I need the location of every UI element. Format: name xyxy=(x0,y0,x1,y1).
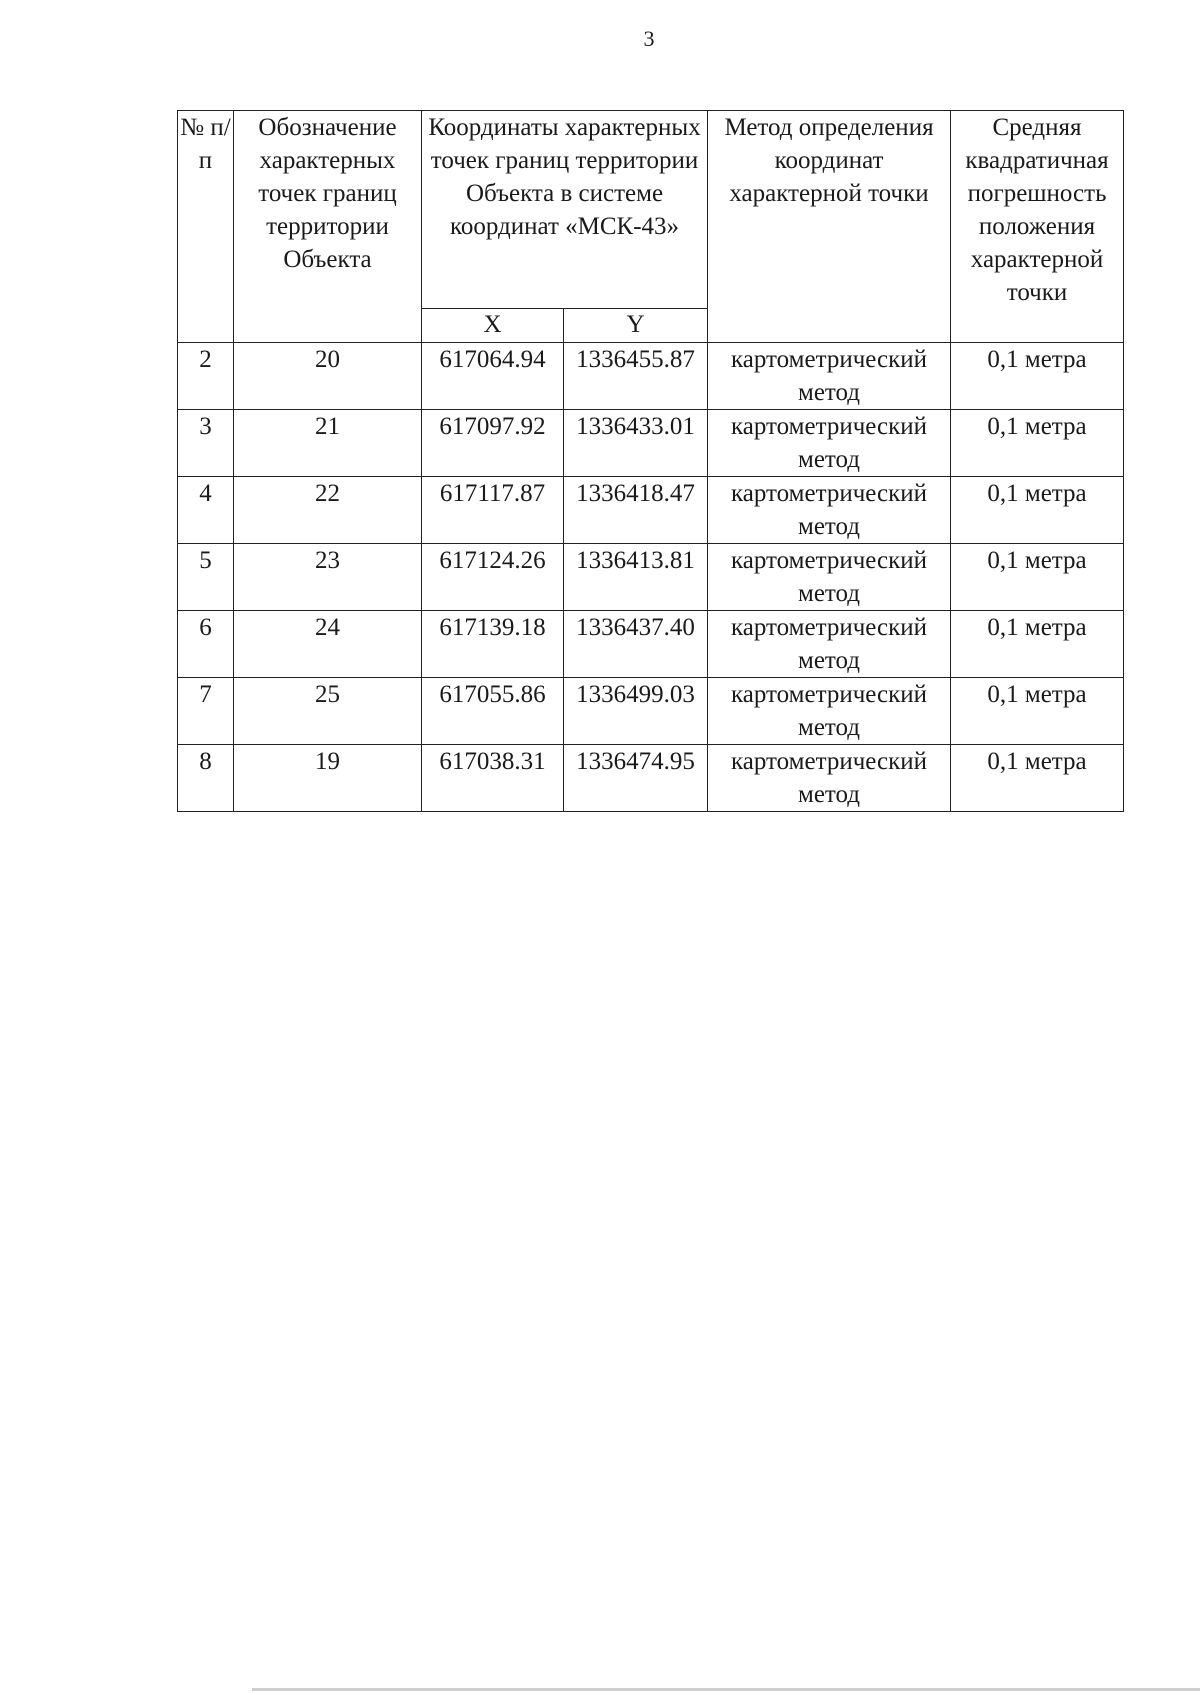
row-error: 0,1 метра xyxy=(951,745,1124,812)
row-y: 1336474.95 xyxy=(564,745,708,812)
row-error: 0,1 метра xyxy=(951,611,1124,678)
row-x: 617097.92 xyxy=(422,410,564,477)
row-error: 0,1 метра xyxy=(951,343,1124,410)
row-x: 617055.86 xyxy=(422,678,564,745)
table-row xyxy=(178,745,1124,812)
row-point: 24 xyxy=(234,611,422,678)
header-error: Средняя квадратичная погрешность положения характерной точки xyxy=(951,111,1124,343)
page-number: 3 xyxy=(643,26,655,51)
scan-edge-line xyxy=(252,1688,1200,1691)
table-row xyxy=(178,477,1124,544)
row-y: 1336433.01 xyxy=(564,410,708,477)
row-num: 3 xyxy=(178,410,234,477)
row-method: картометрический метод xyxy=(708,477,951,544)
row-x: 617139.18 xyxy=(422,611,564,678)
table-row xyxy=(178,410,1124,477)
coordinates-table xyxy=(177,110,1124,812)
row-point: 21 xyxy=(234,410,422,477)
row-x: 617064.94 xyxy=(422,343,564,410)
row-y: 1336413.81 xyxy=(564,544,708,611)
table-row xyxy=(178,343,1124,410)
row-y: 1336437.40 xyxy=(564,611,708,678)
table-row xyxy=(178,544,1124,611)
table-row xyxy=(178,611,1124,678)
row-num: 4 xyxy=(178,477,234,544)
row-y: 1336455.87 xyxy=(564,343,708,410)
row-point: 19 xyxy=(234,745,422,812)
row-point: 20 xyxy=(234,343,422,410)
header-num: № п/п xyxy=(178,111,234,343)
row-point: 25 xyxy=(234,678,422,745)
row-x: 617117.87 xyxy=(422,477,564,544)
header-coords: Координаты характерных точек границ территории Объекта в системе координат «МСК-43» xyxy=(422,111,708,309)
row-num: 2 xyxy=(178,343,234,410)
row-error: 0,1 метра xyxy=(951,410,1124,477)
header-y: Y xyxy=(564,309,708,343)
header-x: X xyxy=(422,309,564,343)
row-num: 6 xyxy=(178,611,234,678)
header-designation: Обозначение характерных точек границ территории Объекта xyxy=(234,111,422,343)
row-method: картометрический метод xyxy=(708,611,951,678)
table-body xyxy=(178,343,1124,812)
row-method: картометрический метод xyxy=(708,678,951,745)
row-method: картометрический метод xyxy=(708,410,951,477)
row-method: картометрический метод xyxy=(708,544,951,611)
row-y: 1336499.03 xyxy=(564,678,708,745)
row-num: 8 xyxy=(178,745,234,812)
row-method: картометрический метод xyxy=(708,343,951,410)
table-header-row xyxy=(178,111,1124,309)
row-x: 617124.26 xyxy=(422,544,564,611)
row-point: 22 xyxy=(234,477,422,544)
row-y: 1336418.47 xyxy=(564,477,708,544)
table-row xyxy=(178,678,1124,745)
row-num: 7 xyxy=(178,678,234,745)
row-point: 23 xyxy=(234,544,422,611)
row-method: картометрический метод xyxy=(708,745,951,812)
row-x: 617038.31 xyxy=(422,745,564,812)
row-error: 0,1 метра xyxy=(951,477,1124,544)
header-method: Метод определения координат характерной точки xyxy=(708,111,951,343)
row-error: 0,1 метра xyxy=(951,678,1124,745)
row-error: 0,1 метра xyxy=(951,544,1124,611)
row-num: 5 xyxy=(178,544,234,611)
